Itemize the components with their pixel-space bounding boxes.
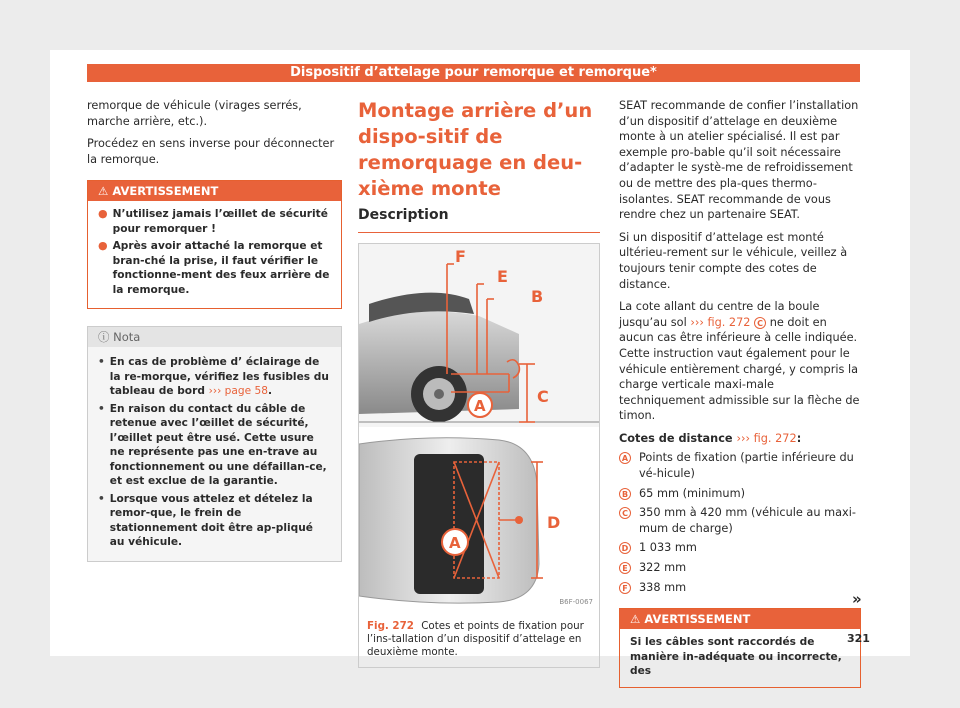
note-title: Nota (113, 330, 141, 345)
figure (358, 243, 600, 668)
page-number: 321 (847, 632, 870, 645)
warning-body: Si les câbles sont raccordés de manière in-adéquate ou incorrecte, des (630, 636, 842, 678)
figure-label: Fig. 272 (367, 619, 414, 632)
note-item: • En raison du contact du câble de retenue avec l’œillet de sécurité, l’œillet peut être usé. Cette usure ne représente pas une en-trave au fonctionnement ou une défaillan-ce, et est exclue de la garantie. (98, 402, 327, 488)
distances-heading: Cotes de distance ››› fig. 272: (619, 431, 802, 445)
section-subtitle: Description (358, 208, 600, 233)
warning-item: ● Après avoir attaché la remorque et bran-ché la prise, il faut vérifier le fonctionne-ment des feux arrière de la remorque. (98, 239, 330, 296)
label-c: C (537, 386, 549, 406)
warning-item: ● N’utilisez jamais l’œillet de sécurité pour remorquer ! (98, 207, 328, 235)
info-icon: ⓘ (98, 330, 110, 345)
paragraph: La cote allant du centre de la boule jusqu’au sol ››› fig. 272 C ne doit en aucun cas être inférieure à celle indiquée. Cette instruction vaut également pour le véhicule entièrement chargé, y compris la charge verticale maxi-male techniquement admissible sur la flèche de timon. (619, 300, 860, 423)
marker-badge: C (754, 317, 766, 329)
paragraph: SEAT recommande de confier l’installation d’un dispositif d’attelage en deuxième monte à un atelier spécialisé. Il est par exemple pro-bable qu’il soit nécessaire d’adapter le systè-me de refroidissement ou de mettre des pla-ques thermo-isolantes. SEAT recommande de vous rendre chez un partenaire SEAT. (619, 99, 859, 222)
distance-row: A Points de fixation (partie inférieure du vé-hicule) (619, 450, 861, 481)
label-e: E (497, 266, 508, 286)
marker-badge: F (619, 582, 631, 594)
column-left (87, 98, 342, 562)
note-box (87, 326, 342, 562)
marker-badge: D (619, 542, 631, 554)
warning-title: AVERTISSEMENT (112, 184, 219, 199)
paragraph: Si un dispositif d’attelage est monté ultérieu-rement sur le véhicule, veillez à toujours tenir compte des cotes de distance. (619, 230, 848, 291)
bullet-icon: • (98, 356, 105, 369)
warning-triangle-icon: ⚠ (630, 612, 641, 627)
bullet-icon: ● (98, 239, 108, 253)
note-header (88, 327, 341, 347)
distance-row: B 65 mm (minimum) (619, 486, 861, 502)
warning-triangle-icon: ⚠ (98, 184, 109, 199)
bullet-icon: • (98, 402, 105, 415)
marker-badge: B (619, 488, 631, 500)
marker-badge: A (619, 452, 631, 464)
label-b: B (531, 286, 544, 306)
column-right (619, 98, 861, 688)
note-item: • Lorsque vous attelez et dételez la remor-que, le frein de stationnement doit être ap-pliqué au véhicule. (98, 492, 313, 549)
bullet-icon: ● (98, 207, 108, 221)
warning-box (619, 608, 861, 688)
warning-header (88, 181, 341, 201)
image-code: B6F-0067 (559, 598, 593, 606)
bullet-icon: • (98, 492, 105, 505)
note-body (88, 347, 341, 561)
warning-title: AVERTISSEMENT (644, 612, 751, 627)
paragraph: Procédez en sens inverse pour déconnecter la remorque. (87, 137, 335, 166)
figure-image (359, 244, 599, 614)
marker-badge: E (619, 562, 631, 574)
figure-link[interactable]: ››› fig. 272 (690, 315, 751, 329)
page-link[interactable]: ››› page 58 (208, 385, 268, 398)
label-f: F (455, 246, 466, 266)
paragraph: remorque de véhicule (virages serrés, marche arrière, etc.). (87, 99, 302, 128)
section-title: Montage arrière d’un dispo-sitif de remorquage en deu-xième monte (358, 99, 593, 200)
warning-box (87, 180, 342, 309)
figure-link[interactable]: ››› fig. 272 (736, 431, 797, 445)
distance-row: F 338 mm (619, 580, 861, 596)
distance-row: D 1 033 mm (619, 540, 861, 556)
car-diagram (359, 244, 599, 614)
warning-body (88, 201, 341, 308)
label-a-top: A (449, 533, 461, 552)
continue-mark: » (852, 590, 862, 608)
label-d: D (547, 512, 561, 532)
page-header: Dispositif d’attelage pour remorque et remorque* (87, 64, 860, 82)
column-middle (358, 98, 600, 668)
note-item: • En cas de problème d’ éclairage de la re-morque, vérifiez les fusibles du tableau de bord ››› page 58. (98, 356, 329, 398)
warning-header (620, 609, 860, 629)
figure-caption: Fig. 272 Cotes et points de fixation pour l’ins-tallation d’un dispositif d’attelage en deuxième monte. (367, 619, 584, 658)
distance-row: E 322 mm (619, 560, 861, 576)
marker-badge: C (619, 507, 631, 519)
label-a-side: A (474, 396, 486, 415)
distance-row: C 350 mm à 420 mm (véhicule au maxi-mum de charge) (619, 505, 861, 536)
